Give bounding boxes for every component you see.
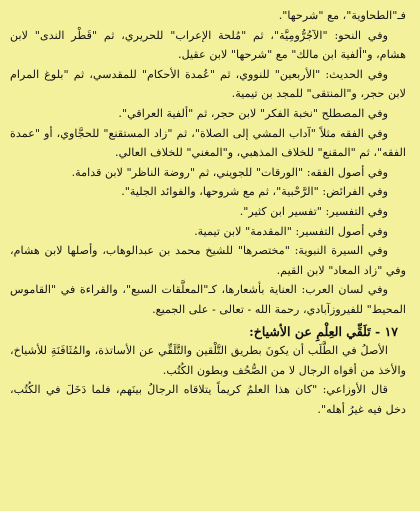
paragraph-lisan-arab: وفي لسان العرب: العناية بأشعارها، كـ"المعلَّقات السبع"، والقراءة في "القاموس المحيط" للفيروزآبادي، رحمة الله - تعالى - على الجميع. [10, 283, 406, 316]
paragraph-usul-fiqh: وفي أصول الفقه: "الورقات" للجويني، ثم "روضة الناظر" لابن قدامة. [71, 165, 388, 179]
paragraph-mustalah: وفي المصطلح "نخبة الفكر" لابن حجر، ثم "ألفية العراقي". [118, 106, 388, 120]
paragraph-aqeedah-continuation: فـ"الطحاوية"، مع "شرحها". [278, 9, 406, 22]
paragraph-hadith: وفي الحديث: "الأربعين" للنووي، ثم "عُمدة الأحكام" للمقدسي، ثم "بلوغ المرام لابن حجر، و"المنتقى" للمجد بن تيمية. [10, 67, 406, 101]
paragraph-fiqh: وفي الفقه مثلاً "آداب المشي إلى الصلاة"، ثم "زاد المستقنع" للحجَّاوي، أو "عمدة الفقه"، ثم "المقنع" للخلاف المذهبي، و"المغني" للخلاف العالي. [10, 126, 406, 160]
paragraph-nahw: وفي النحو: "الآجُرُّومِيَّة"، ثم "مُلحة الإعراب" للحريري، ثم "قَطْر الندى" لابن هشام، و"ألفية ابن مالك" مع "شرحها" لابن عقيل. [10, 28, 406, 62]
section-heading-17: ١٧ - تَلَقِّي العِلْمِ عن الأشياخ: [249, 323, 398, 339]
paragraph-awzai-quote: قال الأوزاعي: "كان هذا العلمُ كريماً يتلاقاه الرجالُ بينَهم، فلما دَخَلَ في الكُتُب، دخل فيه غيرُ أهله". [10, 383, 406, 416]
paragraph-seerah: وفي السيرة النبوية: "مختصرها" للشيخ محمد بن عبدالوهاب، وأصلها لابن هشام، وفي "زاد المعاد" لابن القيم. [10, 244, 406, 277]
paragraph-faraid: وفي الفرائض: "الرَّحْبية"، ثم مع شروحها، والفوائد الجلية". [121, 185, 388, 199]
paragraph-usul-tafsir: وفي أصول التفسير: "المقدمة" لابن تيمية. [194, 224, 388, 238]
paragraph-tafsir: وفي التفسير: "تفسير ابن كثير". [239, 204, 388, 218]
paragraph-talaqqi: الأصلُ في الطَّلَب أن يكونَ بطريق التَّلْقين والتَّلَقِّي عن الأساتذة، والمُثَافَنَةِ للأشياخ، والأخذ من أفواه الرجال لا من الصُّحُف وبطون الكُتُب. [10, 344, 406, 377]
